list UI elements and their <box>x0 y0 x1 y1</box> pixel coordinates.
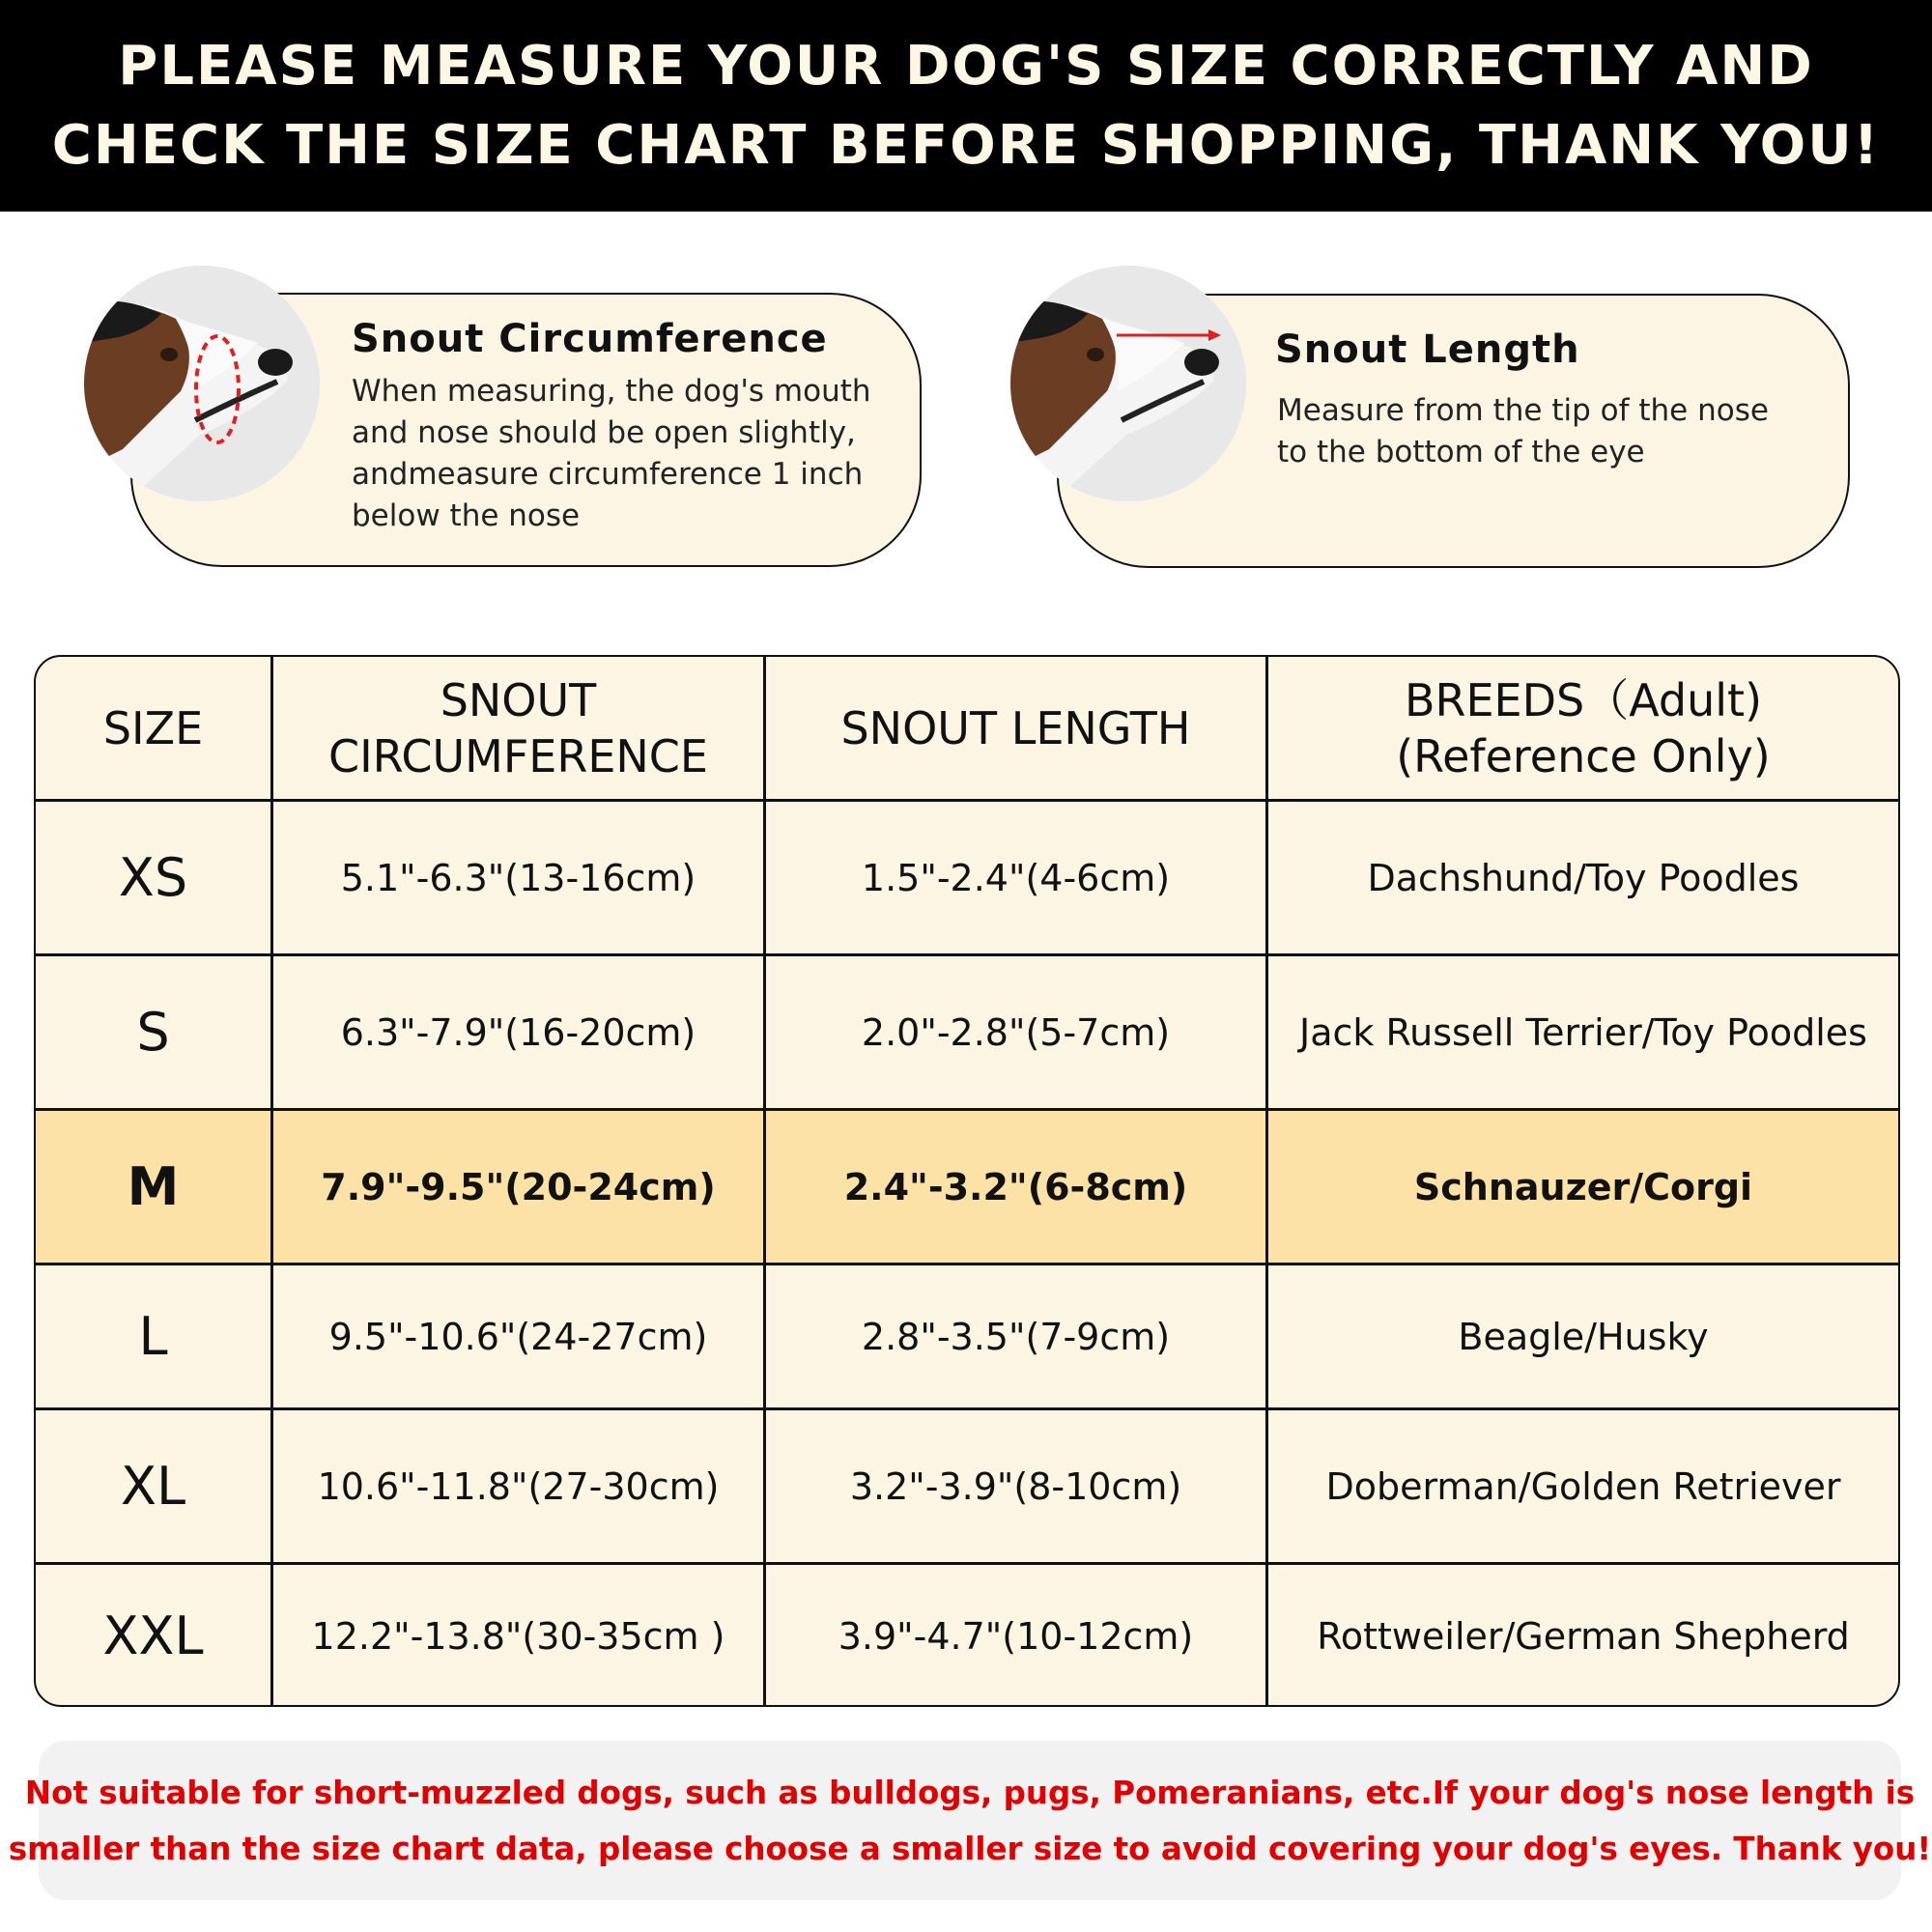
header-snout-length <box>766 657 1268 799</box>
size-cell: XS <box>36 802 273 953</box>
header-breeds-label <box>1396 672 1771 784</box>
card-text-line: Measure from the tip of the nose <box>1277 393 1769 428</box>
size-cell: L <box>36 1265 273 1407</box>
snout-circumference-text <box>352 371 871 537</box>
size-cell: XXL <box>36 1565 273 1707</box>
top-banner <box>0 0 1932 212</box>
snout-circumference-title: Snout Circumference <box>352 317 828 361</box>
circumference-cell: 7.9"-9.5"(20-24cm) <box>273 1111 766 1263</box>
length-cell: 2.8"-3.5"(7-9cm) <box>766 1265 1268 1407</box>
card-text-line: When measuring, the dog's mouth <box>352 374 871 409</box>
breeds-cell: Beagle/Husky <box>1458 1315 1709 1358</box>
warning-note-line-1: Not suitable for short-muzzled dogs, such as bulldogs, pugs, Pomeranians, etc.If your dog's nose length is <box>24 1774 1916 1811</box>
length-cell: 3.2"-3.9"(8-10cm) <box>766 1410 1268 1562</box>
card-text-line: and nose should be open slightly, <box>352 415 856 450</box>
table-row-highlighted <box>36 1111 1898 1263</box>
table-row <box>36 1410 1898 1562</box>
breeds-cell: Jack Russell Terrier/Toy Poodles <box>1299 1010 1867 1054</box>
header-circ-line2: CIRCUMFERENCE <box>328 729 708 782</box>
snout-length-title: Snout Length <box>1275 327 1580 372</box>
breeds-cell: Dachshund/Toy Poodles <box>1367 856 1800 899</box>
table-header-row <box>36 657 1898 799</box>
banner-line-1: PLEASE MEASURE YOUR DOG'S SIZE CORRECTLY AND <box>118 34 1814 98</box>
card-text-line: to the bottom of the eye <box>1277 435 1645 469</box>
header-circ-label <box>328 672 708 784</box>
size-chart-table <box>34 655 1900 1707</box>
breeds-cell: Schnauzer/Corgi <box>1413 1165 1753 1208</box>
length-cell: 2.0"-2.8"(5-7cm) <box>766 956 1268 1108</box>
circumference-cell: 9.5"-10.6"(24-27cm) <box>273 1265 766 1407</box>
circumference-cell: 10.6"-11.8"(27-30cm) <box>273 1410 766 1562</box>
header-size-label: SIZE <box>102 701 204 754</box>
table-row <box>36 802 1898 953</box>
header-snout-circumference <box>273 657 766 799</box>
breeds-cell: Doberman/Golden Retriever <box>1325 1464 1841 1508</box>
header-breeds-line1: BREEDS（Adult) <box>1404 673 1763 726</box>
header-size <box>36 657 273 799</box>
table-row <box>36 956 1898 1108</box>
circumference-cell: 6.3"-7.9"(16-20cm) <box>273 956 766 1108</box>
table-row <box>36 1565 1898 1707</box>
warning-note-line-2: smaller than the size chart data, please choose a smaller size to avoid covering your dog's eyes. Thank you! <box>8 1830 1932 1867</box>
length-cell: 3.9"-4.7"(10-12cm) <box>766 1565 1268 1707</box>
warning-note <box>8 1741 1932 1900</box>
circumference-cell: 12.2"-13.8"(30-35cm ) <box>273 1565 766 1707</box>
header-breeds-line2: (Reference Only) <box>1396 729 1771 782</box>
header-length-label: SNOUT LENGTH <box>840 701 1191 754</box>
card-text-line: below the nose <box>352 498 581 533</box>
header-circ-line1: SNOUT <box>440 673 597 726</box>
breeds-cell: Rottweiler/German Shepherd <box>1317 1614 1850 1658</box>
header-breeds <box>1268 657 1898 799</box>
length-cell: 2.4"-3.2"(6-8cm) <box>766 1111 1268 1263</box>
circumference-cell: 5.1"-6.3"(13-16cm) <box>273 802 766 953</box>
length-cell: 1.5"-2.4"(4-6cm) <box>766 802 1268 953</box>
table-row <box>36 1265 1898 1407</box>
banner-line-2: CHECK THE SIZE CHART BEFORE SHOPPING, THANK YOU! <box>51 113 1881 177</box>
size-cell: XL <box>36 1410 273 1562</box>
size-cell: M <box>36 1111 273 1263</box>
size-cell: S <box>36 956 273 1108</box>
dog-snout-circumference-photo <box>84 266 320 501</box>
dog-snout-length-photo <box>1010 266 1246 501</box>
card-text-line: andmeasure circumference 1 inch <box>352 457 864 492</box>
snout-length-text <box>1277 390 1769 473</box>
